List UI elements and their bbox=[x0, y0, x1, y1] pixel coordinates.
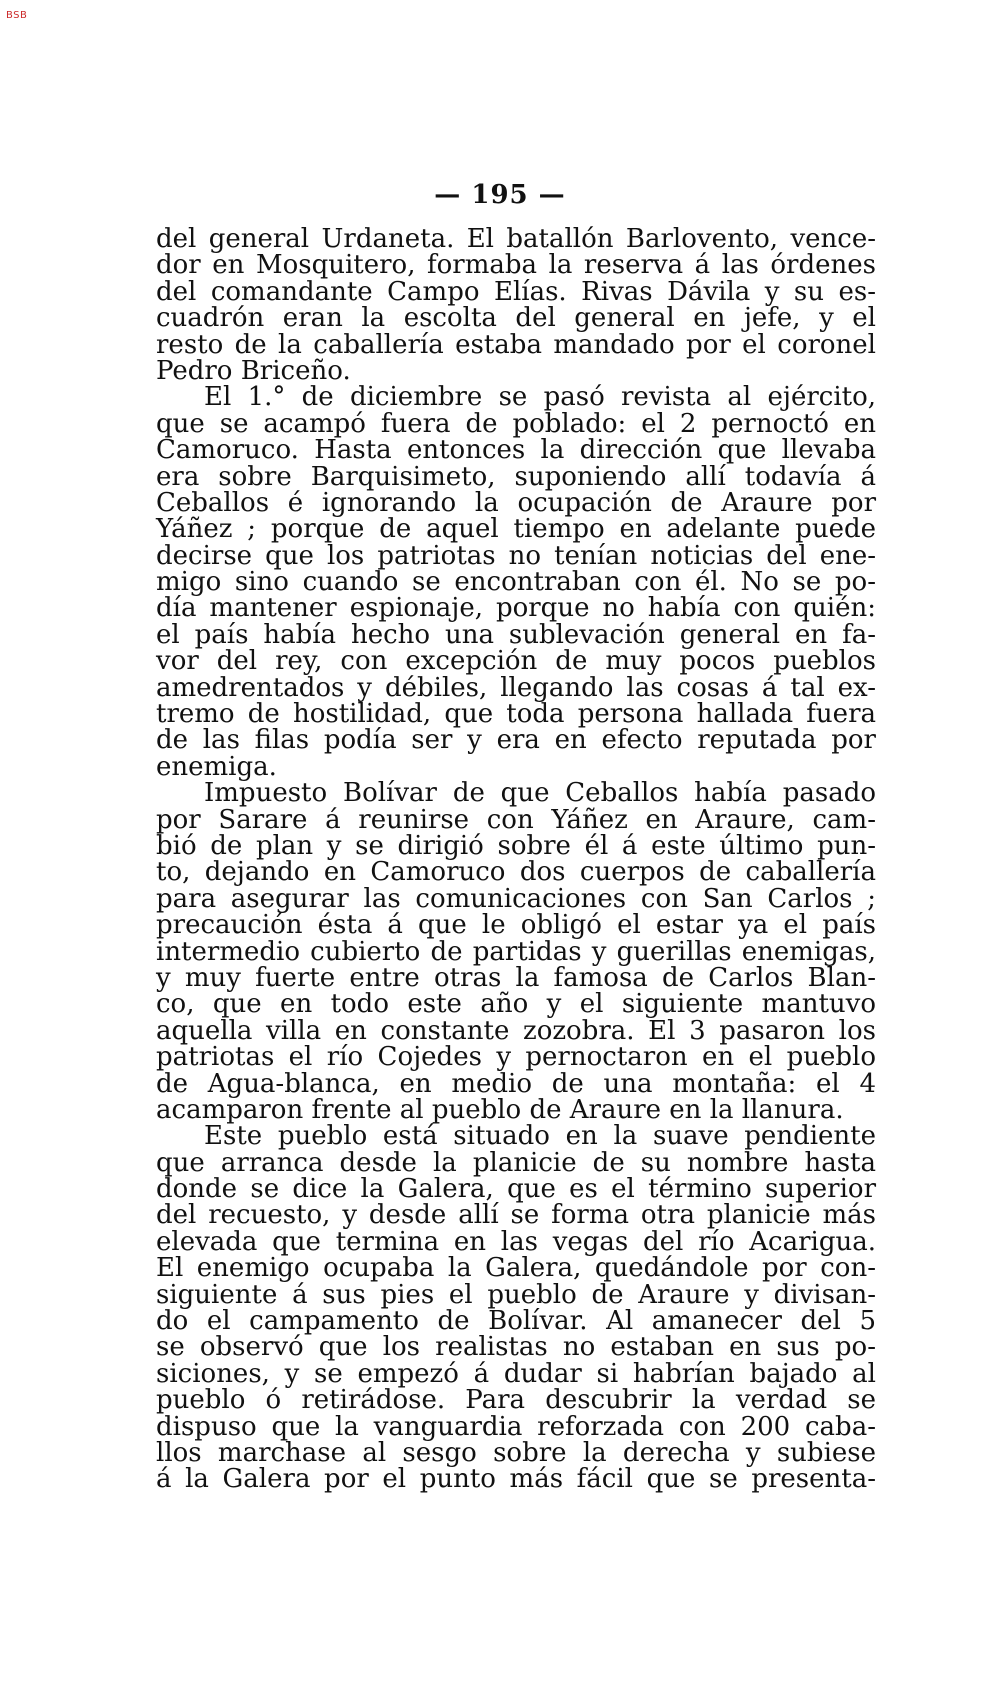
text-line: que arranca desde la planicie de su nombre hasta bbox=[156, 1147, 876, 1178]
text-line: que se acampó fuera de poblado: el 2 pernoctó en bbox=[156, 408, 876, 439]
text-line: El enemigo ocupaba la Galera, quedándole por con- bbox=[156, 1253, 876, 1284]
text-line: amedrentados y débiles, llegando las cosas á tal ex- bbox=[156, 672, 876, 703]
text-line: siciones, y se empezó á dudar si habrían bajado al bbox=[156, 1358, 876, 1389]
text-line: patriotas el río Cojedes y pernoctaron en el pueblo bbox=[156, 1042, 876, 1073]
text-line: Camoruco. Hasta entonces la dirección que llevaba bbox=[156, 435, 876, 466]
text-line: cuadrón eran la escolta del general en jefe, y el bbox=[156, 303, 876, 334]
text-line: Este pueblo está situado en la suave pendiente bbox=[204, 1121, 876, 1152]
text-line: Pedro Briceño. bbox=[156, 355, 351, 386]
text-line: Yáñez ; porque de aquel tiempo en adelante puede bbox=[156, 514, 876, 545]
text-line: dor en Mosquitero, formaba la reserva á las órdenes bbox=[156, 250, 876, 281]
text-line: siguiente á sus pies el pueblo de Araure y divisan- bbox=[156, 1279, 876, 1310]
text-line: pueblo ó retirádose. Para descubrir la verdad se bbox=[156, 1385, 876, 1416]
text-line: do el campamento de Bolívar. Al amanecer del 5 bbox=[156, 1306, 876, 1337]
page-number: — 195 — bbox=[434, 180, 566, 210]
text-line: día mantener espionaje, porque no había con quién: bbox=[156, 593, 876, 624]
text-line: vor del rey, con excepción de muy pocos pueblos bbox=[156, 646, 876, 677]
text-line: se observó que los realistas no estaban en sus po- bbox=[156, 1332, 876, 1363]
text-line: donde se dice la Galera, que es el término superior bbox=[156, 1174, 876, 1205]
text-line: de las filas podía ser y era en efecto reputada por bbox=[156, 725, 876, 756]
library-stamp: BSB bbox=[6, 10, 28, 21]
text-line: El 1.° de diciembre se pasó revista al ejército, bbox=[204, 382, 876, 413]
text-line: Impuesto Bolívar de que Ceballos había pasado bbox=[204, 778, 876, 809]
text-line: precaución ésta á que le obligó el estar ya el país bbox=[156, 910, 876, 941]
text-line: enemiga. bbox=[156, 751, 277, 782]
text-line: resto de la caballería estaba mandado por el coronel bbox=[156, 329, 876, 360]
text-line: acamparon frente al pueblo de Araure en la llanura. bbox=[156, 1094, 844, 1125]
text-line: por Sarare á reunirse con Yáñez en Araure, cam- bbox=[156, 804, 876, 835]
text-line: aquella villa en constante zozobra. El 3 pasaron los bbox=[156, 1015, 876, 1046]
text-line: de Agua-blanca, en medio de una montaña: el 4 bbox=[156, 1068, 876, 1099]
text-line: del general Urdaneta. El batallón Barlovento, vence- bbox=[156, 224, 876, 254]
text-line: co, que en todo este año y el siguiente mantuvo bbox=[156, 989, 876, 1020]
text-line: elevada que termina en las vegas del río Acarigua. bbox=[156, 1226, 876, 1257]
text-line: Ceballos é ignorando la ocupación de Araure por bbox=[156, 487, 876, 518]
text-line: to, dejando en Camoruco dos cuerpos de caballería bbox=[156, 857, 876, 888]
text-line: y muy fuerte entre otras la famosa de Carlos Blan- bbox=[156, 962, 876, 993]
text-line: para asegurar las comunicaciones con San Carlos ; bbox=[156, 883, 876, 914]
text-line: decirse que los patriotas no tenían noticias del ene- bbox=[156, 540, 876, 571]
text-line: del recuesto, y desde allí se forma otra planicie más bbox=[156, 1200, 876, 1231]
text-line: intermedio cubierto de partidas y guerillas enemigas, bbox=[156, 936, 876, 967]
text-line: dispuso que la vanguardia reforzada con 200 caba- bbox=[156, 1411, 876, 1442]
text-line: del comandante Campo Elías. Rivas Dávila y su es- bbox=[156, 276, 876, 307]
text-line: tremo de hostilidad, que toda persona hallada fuera bbox=[156, 699, 876, 730]
text-line: llos marchase al sesgo sobre la derecha y subiese bbox=[156, 1437, 876, 1468]
text-line: migo sino cuando se encontraban con él. No se po- bbox=[156, 567, 876, 598]
text-line: á la Galera por el punto más fácil que se presenta- bbox=[156, 1464, 876, 1495]
text-line: era sobre Barquisimeto, suponiendo allí todavía á bbox=[156, 461, 876, 492]
text-line: el país había hecho una sublevación general en fa- bbox=[156, 619, 876, 650]
body-text bbox=[156, 226, 876, 1493]
text-line: bió de plan y se dirigió sobre él á este último pun- bbox=[156, 830, 876, 861]
